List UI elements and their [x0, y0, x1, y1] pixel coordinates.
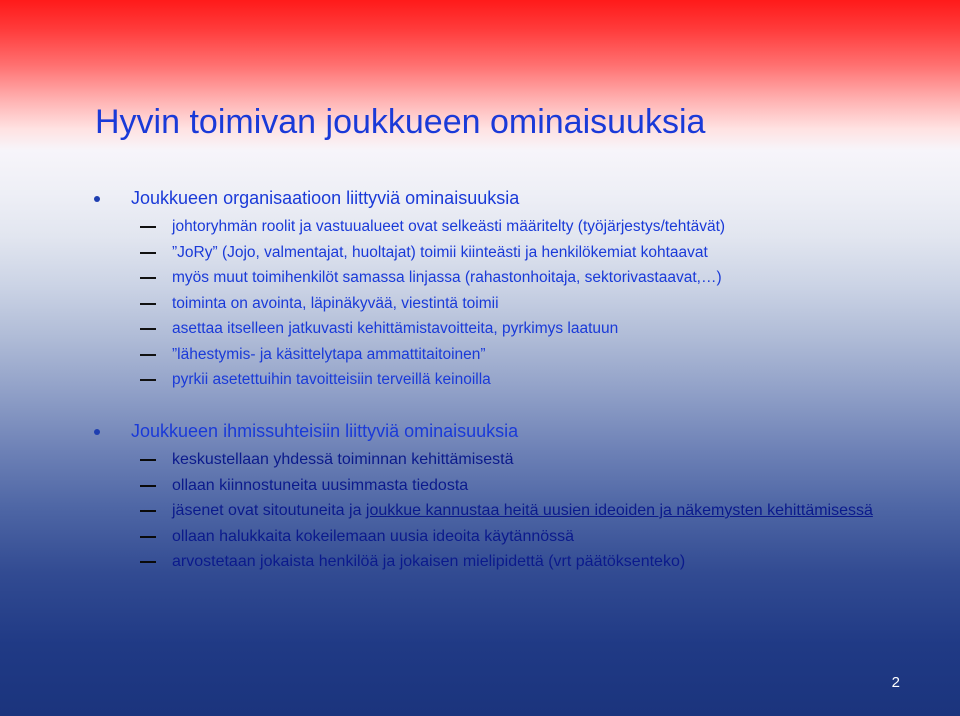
list-item-text: ollaan halukkaita kokeilemaan uusia ideoita käytännössä: [172, 527, 575, 545]
dash-icon: [140, 226, 156, 228]
dash-icon: [140, 252, 156, 254]
list-item-text: toiminta on avointa, läpinäkyvää, viestintä toimii: [172, 294, 499, 312]
dash-icon: [140, 536, 156, 538]
list-item: [0, 214, 960, 240]
list-item-text: ollaan kiinnostuneita uusimmasta tiedosta: [172, 476, 469, 494]
list-item-text-underlined: joukkue kannustaa heitä uusien ideoiden ja näkemysten kehittämisessä: [365, 502, 873, 519]
list-item-text: arvostetaan jokaista henkilöä ja jokaisen mielipidettä (vrt päätöksenteko): [172, 553, 686, 570]
dash-icon: [140, 459, 156, 461]
list-item: [0, 342, 960, 368]
section-organisation: [0, 188, 960, 393]
dash-icon: [140, 277, 156, 279]
dash-icon: [140, 303, 156, 305]
list-item: [0, 240, 960, 266]
list-item-text: keskustellaan yhdessä toiminnan kehittämisestä: [172, 451, 514, 468]
section-heading-row: [0, 421, 960, 447]
dash-icon: [140, 510, 156, 512]
list-item: [0, 316, 960, 342]
list-item-text: asettaa itselleen jatkuvasti kehittämistavoitteita, pyrkimys laatuun: [172, 320, 619, 337]
dash-icon: [140, 485, 156, 487]
list-item: [0, 473, 960, 499]
bullet-dot-icon: [94, 196, 100, 202]
dash-icon: [140, 328, 156, 330]
list-item: [0, 367, 960, 393]
dash-icon: [140, 354, 156, 356]
section-relationships: [0, 421, 960, 575]
section-heading: Joukkueen organisaatioon liittyviä ominaisuuksia: [131, 188, 520, 208]
list-item-text: pyrkii asetettuihin tavoitteisiin terveillä keinoilla: [172, 371, 491, 388]
bullet-dot-icon: [94, 429, 100, 435]
list-item-text: ”JoRy” (Jojo, valmentajat, huoltajat) toimii kiinteästi ja henkilökemiat kohtaavat: [172, 243, 708, 261]
list-item-text-plain: jäsenet ovat sitoutuneita ja: [172, 502, 366, 519]
list-item: [0, 498, 960, 524]
list-item-text: myös muut toimihenkilöt samassa linjassa (rahastonhoitaja, sektorivastaavat,…): [172, 269, 722, 286]
list-item: [0, 291, 960, 317]
list-item: [0, 447, 960, 473]
dash-icon: [140, 379, 156, 381]
sub-list: [0, 447, 960, 575]
dash-icon: [140, 561, 156, 563]
slide-title: Hyvin toimivan joukkueen ominaisuuksia: [95, 103, 706, 141]
list-item: [0, 524, 960, 550]
section-heading: Joukkueen ihmissuhteisiin liittyviä ominaisuuksia: [131, 421, 519, 441]
section-heading-row: [0, 188, 960, 214]
list-item: [0, 549, 960, 575]
sub-list: [0, 214, 960, 393]
list-item-text: johtoryhmän roolit ja vastuualueet ovat selkeästi määritelty (työjärjestys/tehtävät): [172, 218, 726, 235]
page-number: 2: [891, 674, 900, 691]
list-item: [0, 265, 960, 291]
list-item-text: ”lähestymis- ja käsittelytapa ammattitaitoinen”: [172, 345, 486, 363]
